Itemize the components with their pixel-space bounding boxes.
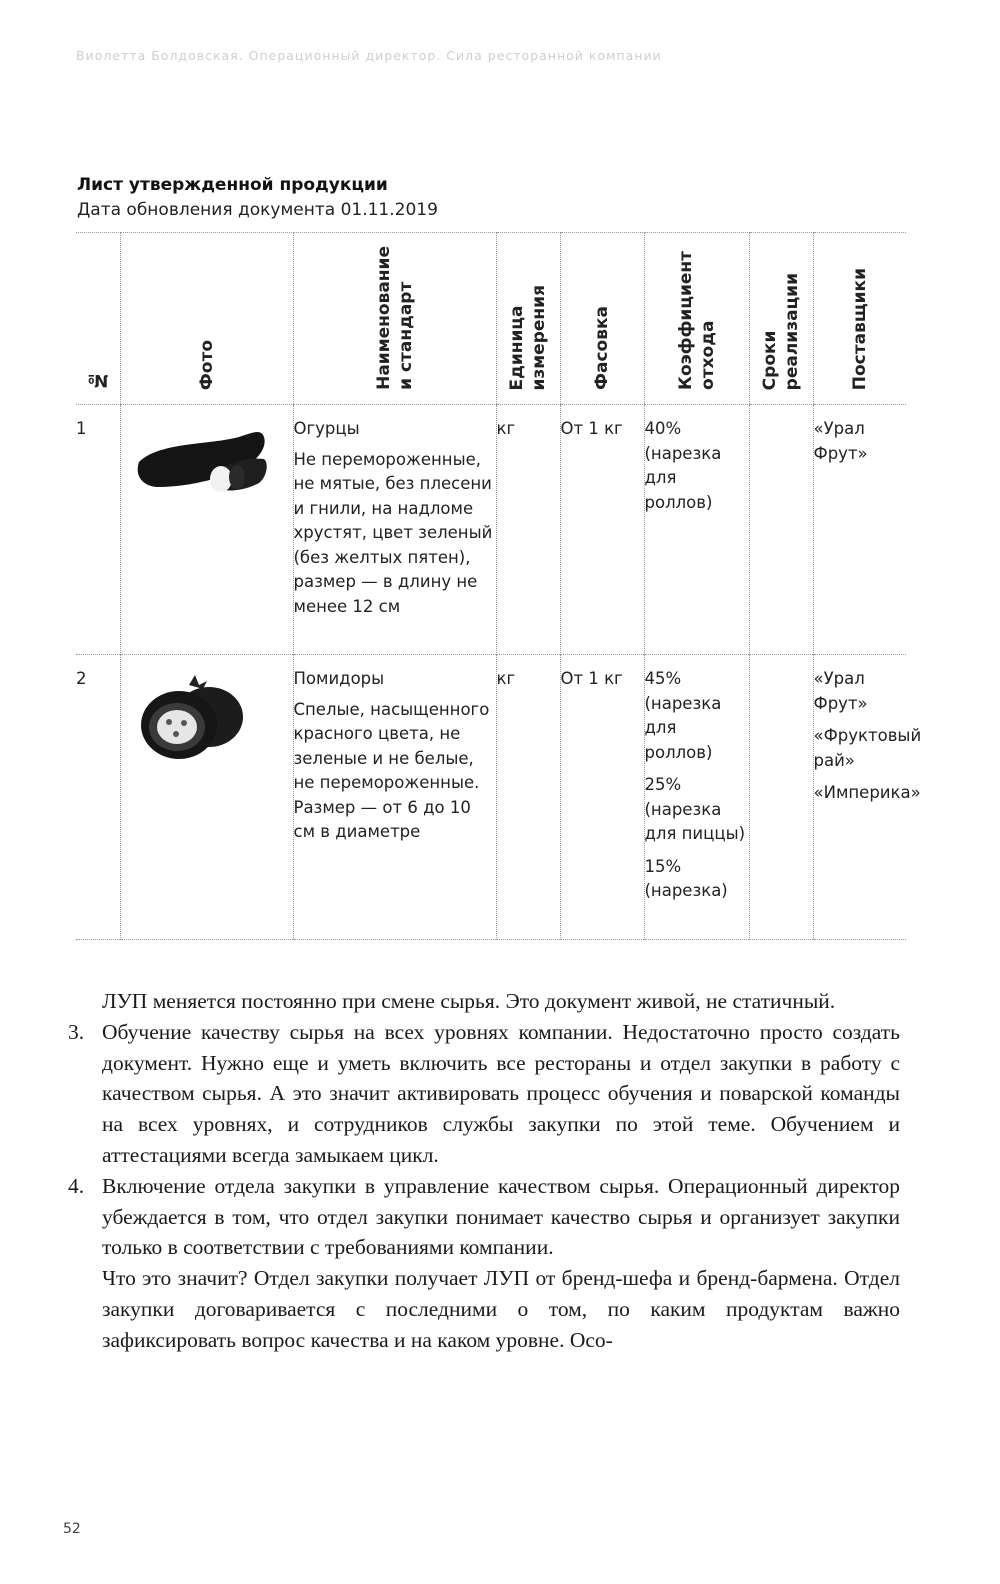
waste-entry: 25% (нарезка для пиццы)	[644, 775, 746, 843]
row-unit: кг	[496, 405, 560, 655]
row-shelf	[749, 655, 813, 940]
col-header-name: Наименование и стандарт	[293, 233, 496, 405]
paragraph: Что это значит? Отдел закупки получает ЛУП от бренд-шефа и бренд-бармена. Отдел закупки договаривается с последними о том, по каким продуктам важно зафиксировать вопрос качества и на каком уровне. Осо-	[102, 1266, 900, 1352]
table-header-row	[76, 233, 906, 405]
col-header-photo: Фото	[120, 233, 293, 405]
row-waste	[644, 655, 749, 940]
row-suppliers	[813, 655, 922, 940]
row-num: 1	[76, 419, 87, 438]
row-waste	[644, 405, 749, 655]
row-shelf	[749, 405, 813, 655]
list-item-text: Обучение качеству сырья на всех уровнях компании. Недостаточно просто создать документ. Нужно еще и уметь включить все рестораны и отдел закупки в работу с качеством сырья. А это значит активировать процесс обучения и поварской команды на всех уровнях, и сотрудников службы закупки по этой теме. Обучением и аттестациями всегда замыкаем цикл.	[102, 1019, 900, 1167]
table-row	[76, 405, 906, 655]
table-date: Дата обновления документа 01.11.2019	[77, 200, 438, 220]
body-text	[68, 986, 900, 1356]
supplier-entry: «Урал Фрут»	[813, 669, 868, 713]
product-standard: Спелые, насыщенного красного цвета, не зеленые и не белые, не перемороженные. Размер — от 6 до 10 см в диаметре	[293, 699, 490, 841]
row-pack: От 1 кг	[560, 655, 644, 940]
table-title: Лист утвержденной продукции	[77, 175, 388, 195]
tomato-photo-icon	[129, 667, 249, 772]
row-photo	[120, 405, 293, 655]
list-item	[68, 1171, 900, 1263]
running-head: Виолетта Болдовская. Операционный директор. Сила ресторанной компании	[76, 48, 662, 63]
waste-entry: 45% (нарезка для роллов)	[644, 669, 722, 762]
col-header-shelf: Сроки реализации	[749, 233, 813, 405]
col-header-pack: Фасовка	[560, 233, 644, 405]
row-photo	[120, 655, 293, 940]
product-standard: Не перемороженные, не мятые, без плесени и гнили, на надломе хрустят, цвет зеленый (без желтых пятен), размер — в длину не менее 12 см	[293, 449, 493, 616]
supplier-entry: «Империка»	[813, 783, 921, 802]
cucumber-photo-icon	[129, 417, 279, 517]
paragraph: ЛУП меняется постоянно при смене сырья. Это документ живой, не статичный.	[102, 989, 836, 1013]
row-pack: От 1 кг	[560, 405, 644, 655]
waste-entry: 15% (нарезка)	[644, 856, 728, 900]
list-number: 3.	[68, 1019, 85, 1044]
supplier-entry: «Фруктовый рай»	[813, 726, 922, 770]
supplier-entry: «Урал Фрут»	[813, 419, 868, 463]
list-number: 4.	[68, 1173, 85, 1198]
page-number: 52	[63, 1521, 81, 1537]
waste-entry: 40% (нарезка для роллов)	[644, 419, 722, 512]
row-name-standard	[293, 655, 496, 940]
table-row	[76, 655, 906, 940]
col-header-num: №	[76, 233, 120, 405]
list-item	[68, 1017, 900, 1171]
col-header-waste: Коэффициент отхода	[644, 233, 749, 405]
approved-products-table	[76, 232, 922, 940]
product-name: Помидоры	[293, 669, 385, 688]
product-name: Огурцы	[293, 419, 360, 438]
col-header-suppliers: Поставщики	[813, 233, 906, 405]
row-name-standard	[293, 405, 496, 655]
row-unit: кг	[496, 655, 560, 940]
row-num: 2	[76, 669, 87, 688]
col-header-unit: Единица измерения	[496, 233, 560, 405]
row-suppliers	[813, 405, 906, 655]
list-item-text: Включение отдела закупки в управление качеством сырья. Операционный директор убеждается в том, что отдел закупки понимает качество сырья и организует закупки только в соответствии с требованиями компании.	[102, 1173, 900, 1260]
